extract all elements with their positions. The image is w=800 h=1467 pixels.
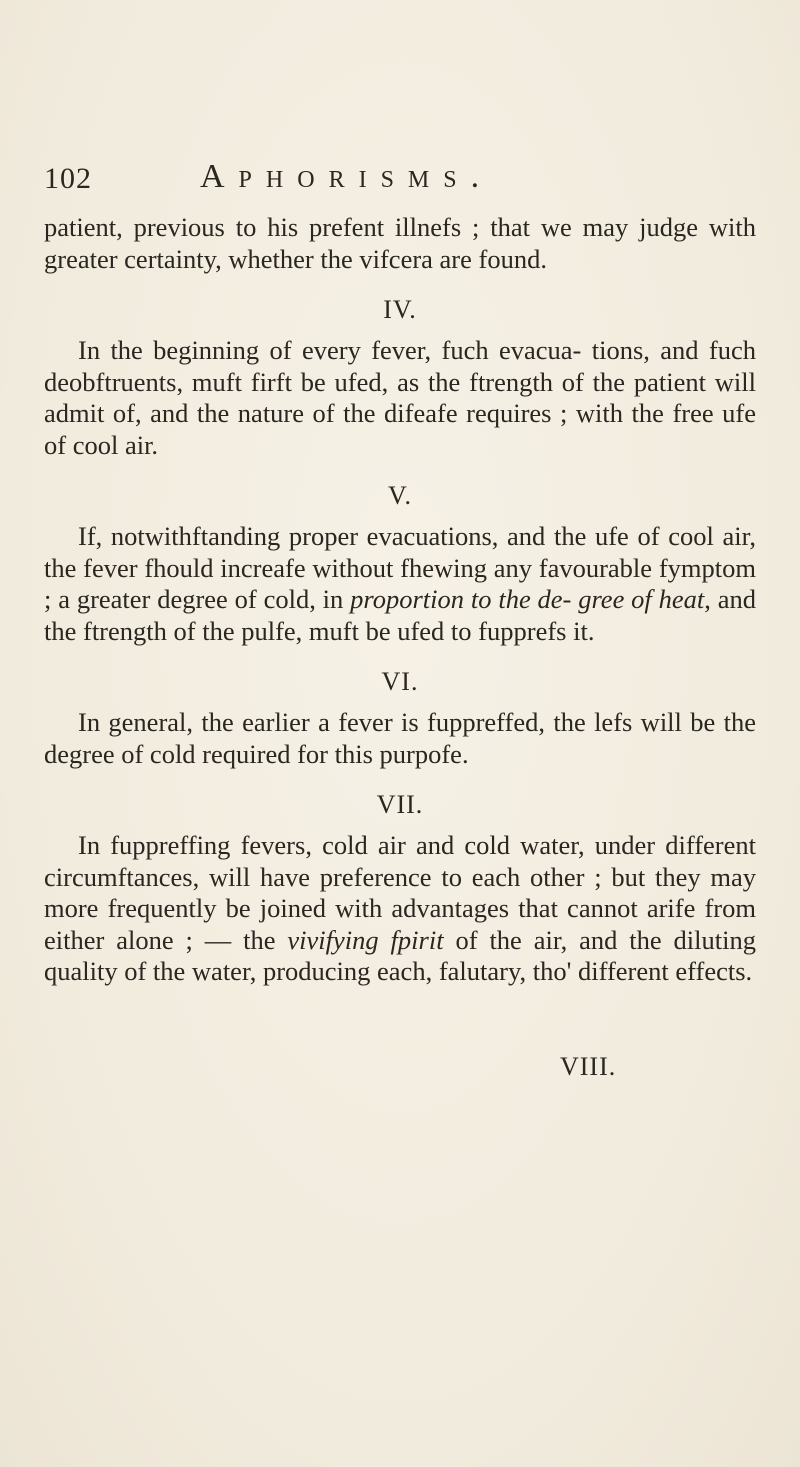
aphorism-vii <box>44 830 756 988</box>
section-heading-v: V. <box>388 481 412 510</box>
aphorism-vii-emphasis: vivifying fpirit <box>287 924 444 955</box>
catchword: VIII. <box>560 1052 617 1081</box>
section-heading-iv: IV. <box>383 295 417 324</box>
aphorism-v <box>44 521 756 647</box>
section-heading-vi: VI. <box>381 667 419 696</box>
aphorism-v-text-2: , and the ftrength of the pulfe, muft be ufed to fupprefs it. <box>44 584 756 646</box>
running-head: Aphorisms. <box>200 158 494 195</box>
paragraph-continued: patient, previous to his prefent illnefs ; that we may judge with greater certainty, whether the vifcera are found. <box>44 212 756 274</box>
aphorism-vii-text-1: In fuppreffing fevers, cold air and cold water, under different circumftances, will have preference to each other ; but they may more frequently be joined with advantages that cannot arife from either alone ; — the <box>44 830 756 955</box>
page-number: 102 <box>44 162 92 195</box>
section-heading-vii: VII. <box>376 790 424 819</box>
page-header <box>44 158 764 202</box>
aphorism-v-text-1: If, notwithftanding proper evacuations, and the ufe of cool air, the fever fhould increafe without fhewing any favourable fymptom ; a greater degree of cold, in <box>44 521 756 614</box>
aphorism-vii-text-2: of the air, and the diluting quality of the water, producing each, falutary, tho' different effects. <box>44 924 756 986</box>
page-body <box>44 212 756 988</box>
aphorism-vi: In general, the earlier a fever is fuppreffed, the lefs will be the degree of cold required for this purpofe. <box>44 707 756 769</box>
aphorism-iv: In the beginning of every fever, fuch evacua- tions, and fuch deobftruents, muft firft be ufed, as the ftrength of the patient will admit of, and the nature of the difeafe requires ; with the free ufe of cool air. <box>44 335 756 460</box>
aphorism-v-emphasis: proportion to the de- gree of heat <box>350 584 705 614</box>
